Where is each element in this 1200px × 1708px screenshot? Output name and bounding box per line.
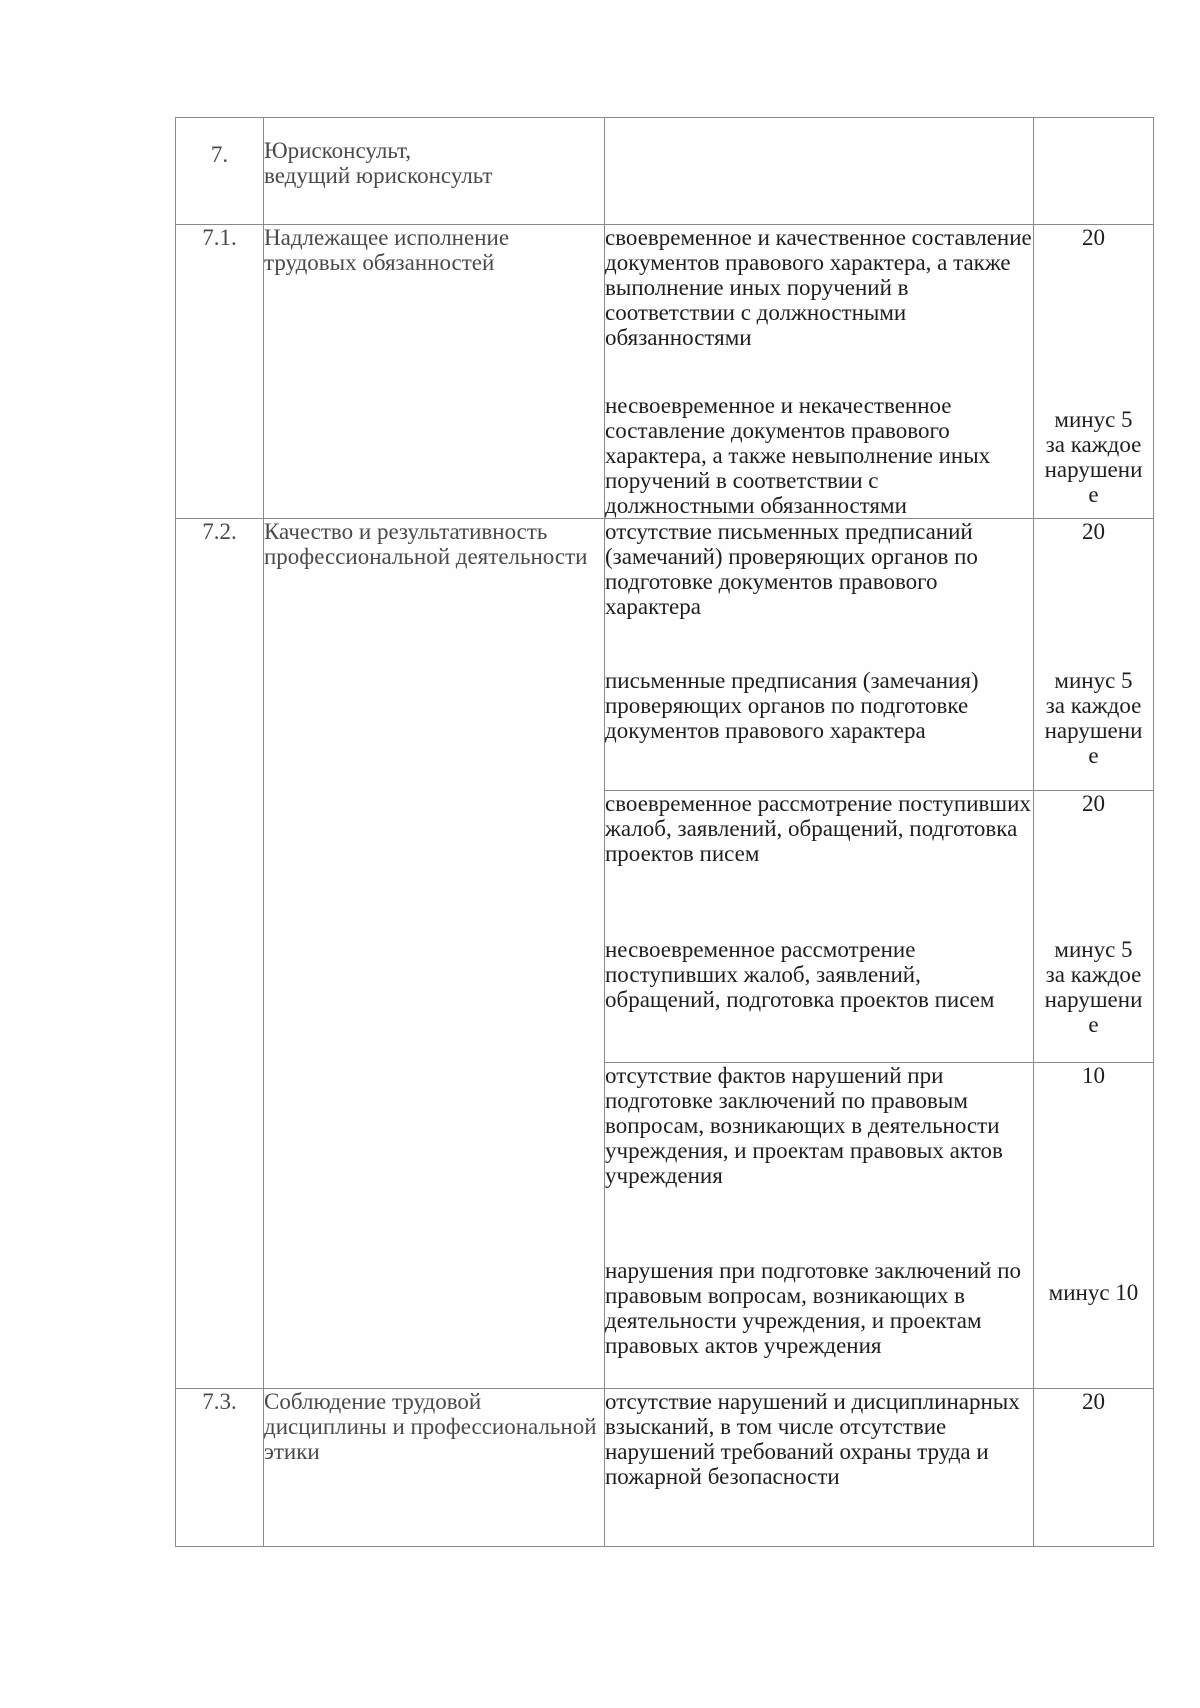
indicator-cell	[605, 1062, 1034, 1258]
position-title-line2: ведущий юрисконсульт	[264, 163, 493, 188]
empty-indicator-cell	[605, 118, 1034, 225]
indicator-text: своевременное и качественное составление документов правового характера, а также выполнение иных поручений в соответствии с должностными обязанностями	[605, 225, 1032, 350]
section-number-cell	[176, 225, 264, 519]
points-cell	[1034, 225, 1154, 385]
points-line: нарушени	[1044, 456, 1143, 482]
position-cell	[264, 118, 605, 225]
points-value: 20	[1082, 1388, 1105, 1414]
points-line: минус 5	[1054, 668, 1133, 693]
indicator-text: своевременное рассмотрение поступивших жалоб, заявлений, обращений, подготовка проектов писем	[605, 790, 1031, 866]
points-line: нарушени	[1044, 718, 1143, 743]
indicator-text: отсутствие письменных предписаний (замечаний) проверяющих органов по подготовке документов правового характера	[605, 518, 978, 619]
criterion-text: Качество и результативность профессиональной деятельности	[264, 518, 588, 569]
row-number-cell	[176, 118, 264, 225]
points-value: 10	[1082, 1062, 1105, 1088]
indicator-text: письменные предписания (замечания) проверяющих органов по подготовке документов правового характера	[605, 668, 979, 743]
points-value: 20	[1082, 225, 1105, 250]
criteria-table	[175, 117, 1154, 1547]
points-line: нарушени	[1044, 987, 1143, 1012]
table-row	[176, 518, 1154, 668]
position-title: Юрисконсульт,	[264, 138, 412, 163]
points-cell	[1034, 790, 1154, 937]
criterion-cell	[264, 1388, 605, 1546]
points-cell	[1034, 937, 1154, 1062]
points-cell	[1034, 1258, 1154, 1388]
indicator-text: отсутствие фактов нарушений при подготовке заключений по правовым вопросам, возникающих в деятельности учреждения, и проектам правовых актов учреждения	[605, 1062, 1003, 1188]
points-cell	[1034, 1388, 1154, 1546]
points-line: е	[1088, 1012, 1099, 1037]
indicator-cell	[605, 668, 1034, 790]
points-value: 20	[1082, 790, 1105, 816]
indicator-cell	[605, 518, 1034, 668]
points-cell	[1034, 668, 1154, 790]
table-row-position	[176, 118, 1154, 225]
points-line: минус 5	[1054, 937, 1133, 962]
indicator-text: несвоевременное рассмотрение поступивших жалоб, заявлений, обращений, подготовка проектов писем	[605, 937, 995, 1012]
points-line: е	[1088, 743, 1099, 768]
criterion-cell	[264, 225, 605, 519]
section-number: 7.2.	[202, 518, 237, 544]
criterion-text: Соблюдение трудовой дисциплины и профессиональной этики	[264, 1388, 597, 1464]
indicator-cell	[605, 790, 1034, 937]
indicator-cell	[605, 1258, 1034, 1388]
criterion-cell	[264, 518, 605, 1388]
points-line: е	[1088, 481, 1099, 507]
section-number: 7.1.	[202, 225, 237, 250]
indicator-cell	[605, 385, 1034, 519]
empty-points-cell	[1034, 118, 1154, 225]
section-number-cell	[176, 518, 264, 1388]
indicator-cell	[605, 937, 1034, 1062]
points-cell	[1034, 518, 1154, 668]
indicator-text: нарушения при подготовке заключений по правовым вопросам, возникающих в деятельности учреждения, и проектам правовых актов учреждения	[605, 1258, 1022, 1358]
criterion-text: Надлежащее исполнение трудовых обязанностей	[264, 225, 510, 275]
points-line: минус 5	[1054, 406, 1133, 432]
indicator-cell	[605, 225, 1034, 385]
points-value: минус 10	[1048, 1280, 1139, 1305]
indicator-text: несвоевременное и некачественное составление документов правового характера, а также невыполнение иных поручений в соответствии с должностными обязанностями	[605, 392, 991, 518]
points-value: 20	[1082, 518, 1105, 544]
points-line: за каждое	[1045, 962, 1142, 987]
points-line: за каждое	[1045, 431, 1142, 457]
indicator-text: отсутствие нарушений и дисциплинарных взысканий, в том числе отсутствие нарушений требований охраны труда и пожарной безопасности	[605, 1388, 1020, 1489]
section-number-cell	[176, 1388, 264, 1546]
points-cell	[1034, 385, 1154, 519]
table-row	[176, 1388, 1154, 1546]
table-row	[176, 225, 1154, 385]
row-number: 7.	[210, 142, 229, 167]
points-line: за каждое	[1045, 693, 1142, 718]
indicator-cell	[605, 1388, 1034, 1546]
points-cell	[1034, 1062, 1154, 1258]
section-number: 7.3.	[202, 1388, 237, 1414]
